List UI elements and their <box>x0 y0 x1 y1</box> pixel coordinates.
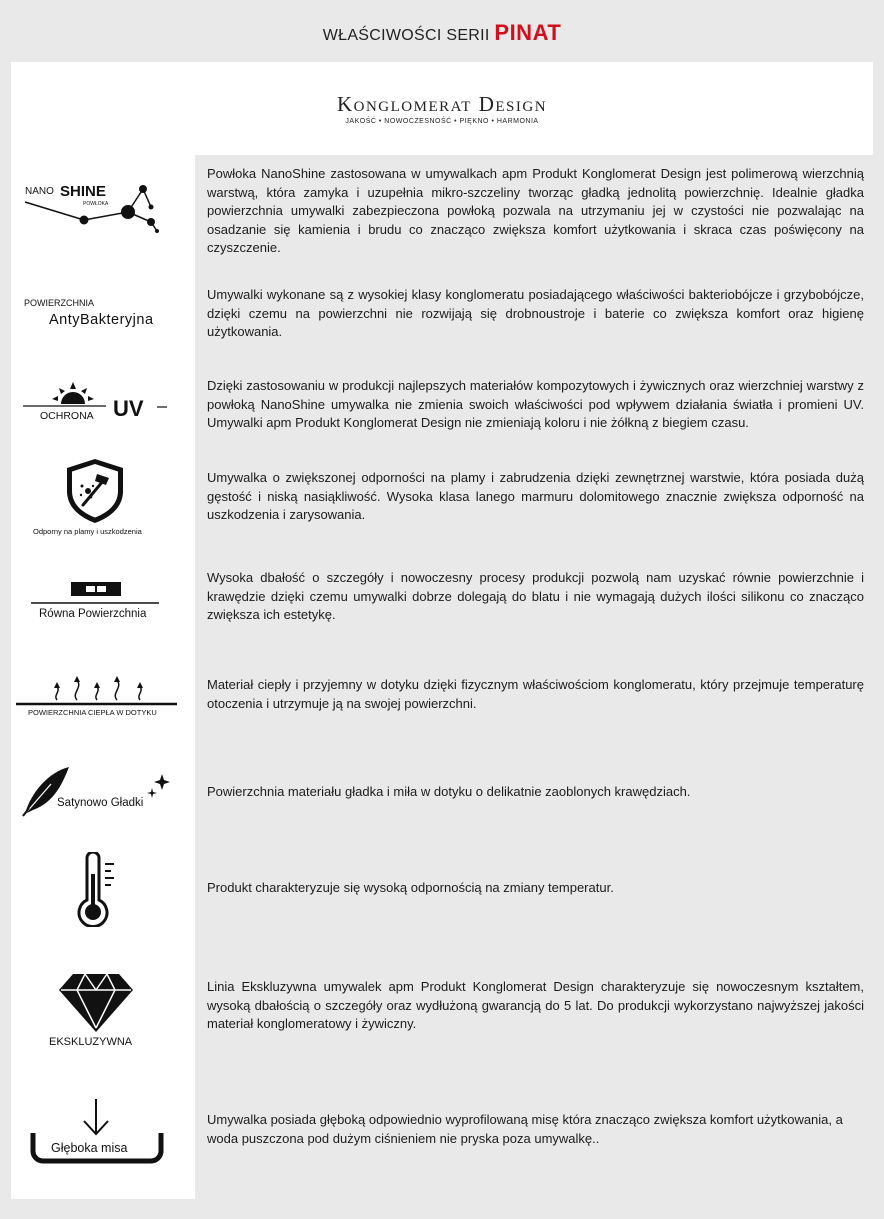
satynowo-label: Satynowo Gładki <box>57 797 144 809</box>
feature-text-nanoshine: Powłoka NanoShine zastosowana w umywalkach apm Produkt Konglomerat Design jest polimerową wierzchnią warstwą, która zamyka i uzupełnia mikro-szczeliny tworząc gładką jednolitą powierzchnię. Idealnie gładka powierzchnia umywalki zabezpieczona powłoką pozwala na utrzymaniu jej w czystości nie pozwalając na osadzanie się kamienia i brudu co znacząco zwiększa komfort użytkowania i skraca czas poświęcony na czyszczenie. <box>207 166 864 255</box>
uv-small-label: OCHRONA <box>40 410 94 422</box>
logo-tagline: JAKOŚĆ • NOWOCZESNOŚĆ • PIĘKNO • HARMONIA <box>345 118 539 125</box>
antibacterial-text-icon <box>11 292 195 332</box>
brand-logo <box>11 62 873 155</box>
feature-text-ciepla: Materiał ciepły i przyjemny w dotyku dzięki fizycznym właściwościom konglomeratu, który przejmuje temperaturę otoczenia i utrzymuje ją na swojej powierzchni. <box>207 677 864 711</box>
powloka-label: POWŁOKA <box>83 201 109 207</box>
feature-text-satynowo: Powierzchnia materiału gładka i miła w dotyku o delikatnie zaoblonych krawędziach. <box>207 784 691 799</box>
rowna-label: Równa Powierzchnia <box>39 608 147 620</box>
deep-bowl-icon <box>11 1097 195 1167</box>
logo-name: Konglomerat Design <box>336 92 548 116</box>
heat-waves-icon <box>11 662 195 722</box>
feature-text-misa: Umywalka posiada głęboką odpowiednio wyprofilowaną misę która znacząco zwiększa komfort użytkowania, a woda puszczona pod dużym ciśnieniem nie pryska poza umywalkę.. <box>207 1112 843 1146</box>
spirit-level-icon <box>11 578 195 623</box>
antibacterial-small-label: POWIERZCHNIA <box>24 298 95 308</box>
feather-sparkle-icon <box>11 762 195 822</box>
misa-label: Głęboka misa <box>51 1141 128 1155</box>
nano-label: NANO <box>25 186 54 197</box>
page-header <box>0 0 884 62</box>
feature-text-ekskluzywna: Linia Ekskluzywna umywalek apm Produkt Konglomerat Design charakteryzuje się nowoczesnym kształtem, wysoką dbałością o szczegóły oraz wydłużoną gwarancją do 5 lat. Do produkcji wykorzystano najwyższej jakości materiał konglomeratowy i żywiczny. <box>207 979 864 1031</box>
uv-big-label: UV <box>113 396 144 421</box>
feature-text-uv: Dzięki zastosowaniu w produkcji najlepszych materiałów kompozytowych i żywicznych oraz wierzchniej warstwy z powłoką NanoShine umywalka nie zmienia swoich właściwości pod wpływem działania światła i promieni UV. Umywalki apm Produkt Konglomerat Design nie zmieniają koloru i nie żółkną z biegiem czasu. <box>207 378 864 430</box>
shine-label: SHINE <box>60 183 106 200</box>
title-brand: PINAT <box>494 20 562 45</box>
title-prefix: WŁAŚCIWOŚCI SERII <box>322 27 490 44</box>
page-title <box>0 20 884 46</box>
ekskluzywna-label: EKSKLUZYWNA <box>49 1036 133 1048</box>
feature-text-odporny: Umywalka o zwiększonej odporności na plamy i zabrudzenia dzięki zewnętrznej warstwie, która posiada dużą gęstość i niską nasiąkliwość. Wysoka klasa lanego marmuru dolomitowego znacznie zwiększa odporność na uszkodzenia i zarysowania. <box>207 470 864 522</box>
nanoshine-molecule-icon <box>11 172 195 242</box>
feature-text-rowna: Wysoka dbałość o szczegóły i nowoczesny procesy produkcji pozwolą nam uzyskać równie powierzchnie i krawędzie dzięki czemu umywalki dobrze dolegają do blatu i nie wymagają dużych ilości silikonu co znacząco zwiększa ich estetykę. <box>207 570 864 622</box>
diamond-icon <box>11 970 195 1050</box>
odporny-label: Odporny na plamy i uszkodzenia <box>33 527 142 536</box>
feature-text-antibacterial: Umywalki wykonane są z wysokiej klasy konglomeratu posiadającego właściwości bakteriobójcze i grzybobójcze, dzięki czemu na powierzchni nie rozwijają się drobnoustroje i baterie co zwiększa komfort oraz higienę użytkowania. <box>207 287 864 339</box>
feature-text-termo: Produkt charakteryzuje się wysoką odpornością na zmiany temperatur. <box>207 880 614 895</box>
uv-sun-icon <box>11 380 195 425</box>
shield-hammer-icon <box>11 455 195 540</box>
thermometer-icon <box>11 852 195 927</box>
antibacterial-big-label: AntyBakteryjna <box>49 312 154 328</box>
ciepla-label: POWIERZCHNIA CIEPŁA W DOTYKU <box>28 708 157 717</box>
